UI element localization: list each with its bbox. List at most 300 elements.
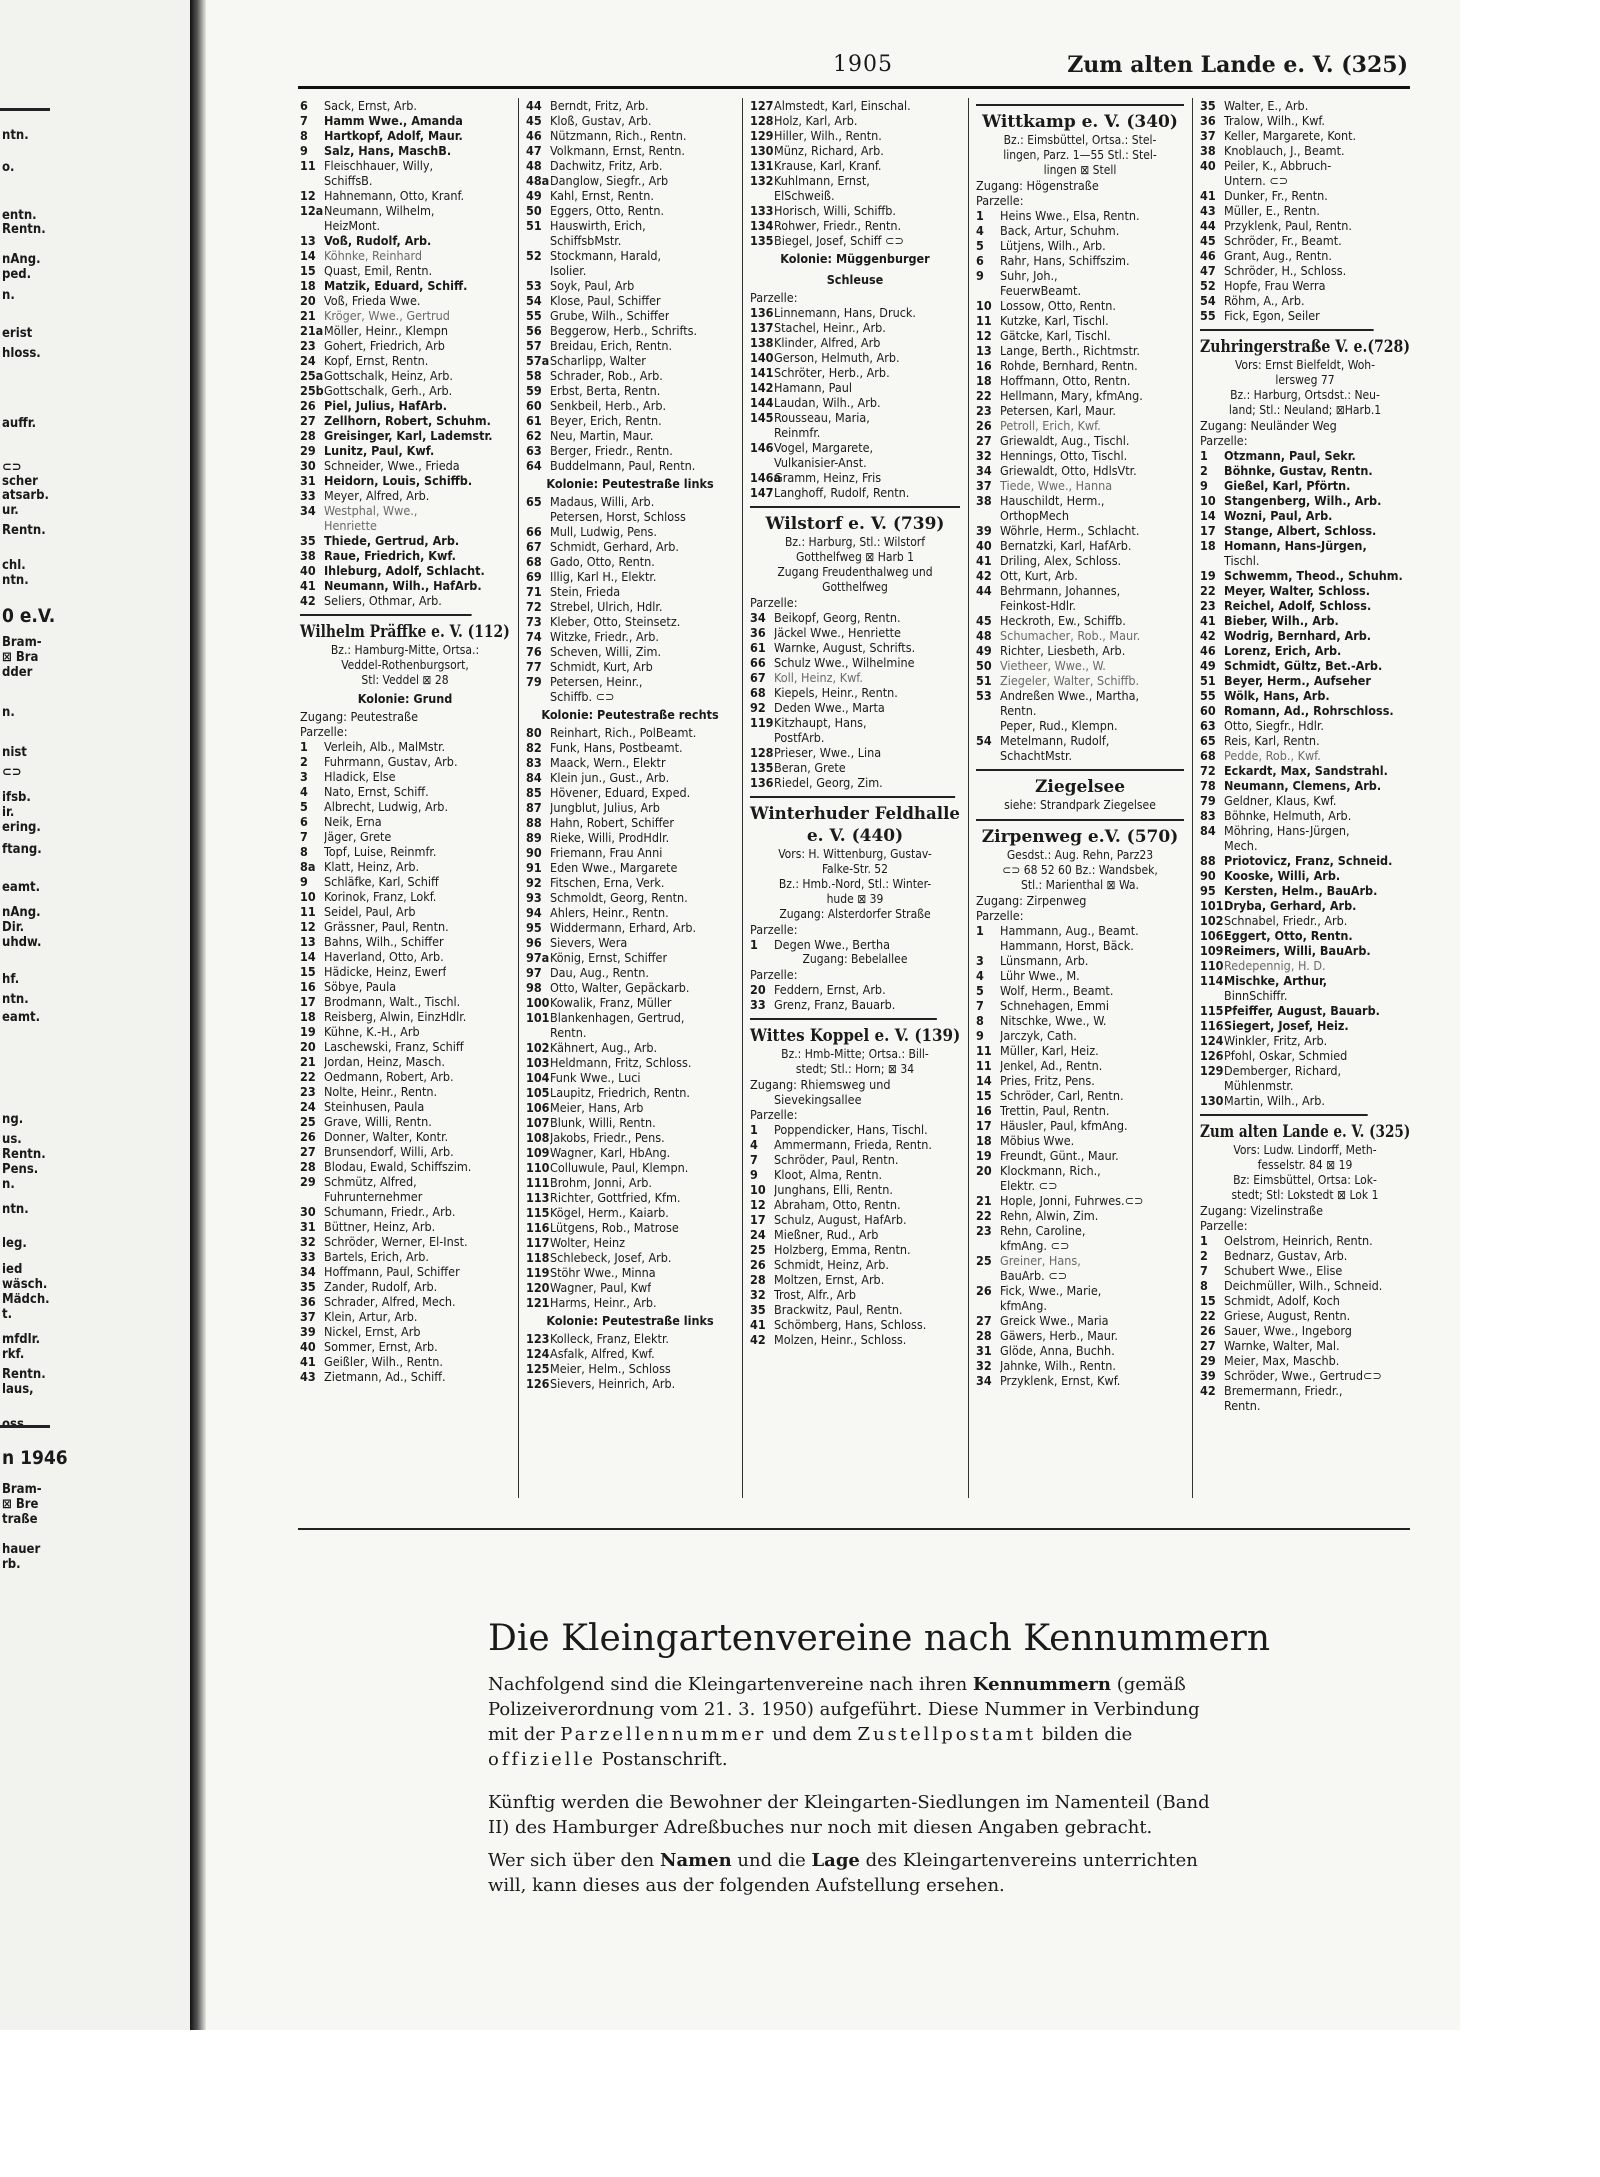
tenant-name: Berndt, Fritz, Arb. [550, 98, 649, 113]
parcel-number: 44 [976, 583, 992, 598]
parcel-number: 1 [300, 739, 308, 754]
tenant-name: Bernatzki, Karl, HafArb. [1000, 538, 1132, 553]
parcel-number: 53 [526, 278, 542, 293]
entry-continuation: OrthopMech [1000, 508, 1069, 523]
parcel-number: 5 [976, 238, 984, 253]
directory-entry [300, 338, 510, 353]
directory-entry [1200, 523, 1410, 538]
parcel-number: 8a [300, 859, 316, 874]
tenant-name: Rousseau, Maria, [774, 410, 870, 425]
detail-line: land; Stl.: Neuland; ⊠Harb.1 [1228, 403, 1382, 417]
parcel-number: 15 [300, 263, 316, 278]
parcel-number: 48 [976, 628, 992, 643]
parcel-number: 9 [976, 1028, 984, 1043]
association-details [750, 535, 960, 565]
entry-continuation: SchachtMstr. [1000, 748, 1073, 763]
parcel-number: 21 [300, 308, 316, 323]
parcel-number: 116 [526, 1220, 550, 1235]
left-page-fragment: ntn. [2, 573, 29, 588]
tenant-name: Schnehagen, Emmi [1000, 998, 1109, 1013]
parcel-number: 5 [976, 983, 984, 998]
directory-entry [750, 158, 960, 173]
tenant-name: Berger, Friedr., Rentn. [550, 443, 673, 458]
directory-entry [750, 1272, 960, 1287]
left-page-fragment: Dir. [2, 920, 25, 935]
tenant-name: Gottschalk, Heinz, Arb. [324, 368, 453, 383]
tenant-name: Schmidt, Heinz, Arb. [774, 1257, 889, 1272]
parcel-number: 27 [300, 413, 316, 428]
directory-entry [526, 1331, 734, 1346]
tenant-name: Jahnke, Wilh., Rentn. [1000, 1358, 1116, 1373]
parcel-number: 10 [976, 298, 992, 313]
parcel-number: 41 [976, 553, 992, 568]
parcel-number: 34 [300, 1264, 316, 1279]
parcel-number: 5 [300, 799, 308, 814]
detail-line: Falke-Str. 52 [821, 862, 889, 876]
directory-entry [300, 1129, 510, 1144]
tenant-name: Neumann, Wilh., HafArb. [324, 578, 482, 593]
directory-entry [976, 1193, 1184, 1208]
directory-entry [526, 278, 734, 293]
info-paragraph-1 [488, 1672, 1224, 1772]
left-page-fragment: eamt. [2, 1010, 41, 1025]
entry-continuation: Isolier. [550, 263, 587, 278]
directory-entry [750, 113, 960, 128]
directory-entry [526, 1190, 734, 1205]
directory-entry [526, 308, 734, 323]
tenant-name: Strebel, Ulrich, Hdlr. [550, 599, 663, 614]
directory-entry [976, 1073, 1184, 1088]
tenant-name: Molzen, Heinr., Schloss. [774, 1332, 907, 1347]
directory-entry [976, 1223, 1184, 1238]
directory-entry [526, 644, 734, 659]
tenant-name: Geldner, Klaus, Kwf. [1224, 793, 1337, 808]
directory-entry [300, 383, 510, 398]
parcel-number: 7 [750, 1152, 758, 1167]
left-page-fragment: ur. [2, 503, 19, 518]
directory-entry [526, 188, 734, 203]
tenant-name: Lütgens, Rob., Matrose [550, 1220, 679, 1235]
parcel-number: 49 [976, 643, 992, 658]
tenant-name: Schneider, Wwe., Frieda [324, 458, 460, 473]
parcel-number: 19 [1200, 568, 1216, 583]
tenant-name: Greisinger, Karl, Lademstr. [324, 428, 493, 443]
tenant-name: Heidorn, Louis, Schiffb. [324, 473, 473, 488]
directory-entry [1200, 98, 1410, 113]
tenant-name: Wöhrle, Herm., Schlacht. [1000, 523, 1140, 538]
directory-entry [300, 473, 510, 488]
directory-entry [750, 997, 960, 1012]
colony-label: Kolonie: Peutestraße links [546, 476, 714, 491]
directory-entry [1200, 263, 1410, 278]
directory-entry [750, 128, 960, 143]
tenant-name: Lütjens, Wilh., Arb. [1000, 238, 1106, 253]
directory-entry [300, 934, 510, 949]
parcel-number: 76 [526, 644, 542, 659]
directory-entry [526, 875, 734, 890]
tenant-name: Hädicke, Heinz, Ewerf [324, 964, 447, 979]
parcel-number: 50 [526, 203, 542, 218]
tenant-name: Warnke, August, Schrifts. [774, 640, 916, 655]
directory-entry [750, 1167, 960, 1182]
tenant-name: Kooske, Willi, Arb. [1224, 868, 1341, 883]
tenant-name: Seidel, Paul, Arb [324, 904, 416, 919]
tenant-name: Danglow, Siegfr., Arb [550, 173, 669, 188]
tenant-name: Kühne, K.-H., Arb [324, 1024, 420, 1039]
tenant-name: Zander, Rudolf, Arb. [324, 1279, 438, 1294]
tenant-name: Pfeiffer, August, Bauarb. [1224, 1003, 1380, 1018]
tenant-name: Kersten, Helm., BauArb. [1224, 883, 1378, 898]
tenant-name: Wolf, Herm., Beamt. [1000, 983, 1114, 998]
association-heading: Zuhringerstraße V. e.(728) [1200, 329, 1374, 358]
tenant-name: Hopfe, Frau Werra [1224, 278, 1326, 293]
association-details [750, 907, 960, 922]
directory-entry [300, 739, 510, 754]
directory-entry [1200, 308, 1410, 323]
tenant-name: Schulz, August, HafArb. [774, 1212, 907, 1227]
directory-entry [526, 965, 734, 980]
parcel-number: 95 [526, 920, 542, 935]
directory-entry [526, 248, 734, 263]
directory-entry [1200, 1353, 1410, 1368]
tenant-name: Münz, Richard, Arb. [774, 143, 884, 158]
association-details [750, 952, 960, 967]
parcel-number: 40 [1200, 158, 1216, 173]
directory-entry [300, 353, 510, 368]
directory-entry [750, 395, 960, 410]
parcel-number: 29 [1200, 1353, 1216, 1368]
directory-entry [300, 769, 510, 784]
parcel-number: 3 [976, 953, 984, 968]
info-text: und die [731, 1850, 812, 1871]
directory-entry [300, 1309, 510, 1324]
directory-entry [976, 1058, 1184, 1073]
tenant-name: Schmidt, Gerhard, Arb. [550, 539, 679, 554]
tenant-name: Sievers, Wera [550, 935, 628, 950]
tenant-name: Horisch, Willi, Schiffb. [774, 203, 896, 218]
parcel-number: 48a [526, 173, 550, 188]
tenant-name: Stockmann, Harald, [550, 248, 662, 263]
entry-continuation: kfmAng. [1000, 1298, 1047, 1313]
parcel-number: 46 [1200, 643, 1216, 658]
tenant-name: Zellhorn, Robert, Schuhm. [324, 413, 491, 428]
tenant-name: Feddern, Ernst, Arb. [774, 982, 886, 997]
parcel-number: 20 [300, 1039, 316, 1054]
tenant-name: Greiner, Hans, [1000, 1253, 1081, 1268]
directory-entry [300, 829, 510, 844]
tenant-name: Kitzhaupt, Hans, [774, 715, 867, 730]
directory-entry [750, 1197, 960, 1212]
tenant-name: Thiede, Gertrud, Arb. [324, 533, 460, 548]
directory-entry [526, 158, 734, 173]
association-details [976, 133, 1184, 178]
left-page-fragment: ftang. [2, 842, 42, 857]
parcel-number: 49 [1200, 658, 1216, 673]
tenant-name: Senkbeil, Herb., Arb. [550, 398, 667, 413]
directory-entry [300, 979, 510, 994]
parcel-number: 88 [526, 815, 542, 830]
directory-entry [976, 688, 1184, 703]
parcel-number: 113 [526, 1190, 550, 1205]
directory-entry [1200, 1063, 1410, 1078]
parcel-number: 29 [300, 443, 316, 458]
parcel-number: 8 [1200, 1278, 1208, 1293]
tenant-name: Andreßen Wwe., Martha, [1000, 688, 1140, 703]
tenant-name: Abraham, Otto, Rentn. [774, 1197, 901, 1212]
tenant-name: Salz, Hans, MaschB. [324, 143, 452, 158]
detail-line: Bz.: Hamburg-Mitte, Ortsa.: [330, 643, 480, 657]
parcel-number: 7 [300, 829, 308, 844]
parcel-number: 106 [1200, 928, 1224, 943]
tenant-name: Kutzke, Karl, Tischl. [1000, 313, 1109, 328]
directory-entry [1200, 233, 1410, 248]
colony-label: Kolonie: Grund [357, 691, 453, 706]
directory-entry [300, 188, 510, 203]
tenant-name: Böhnke, Helmuth, Arb. [1224, 808, 1352, 823]
parcel-number: 21 [300, 1054, 316, 1069]
directory-entry [976, 343, 1184, 358]
tenant-name: Martin, Wilh., Arb. [1224, 1093, 1325, 1108]
parcel-number: 52 [1200, 278, 1216, 293]
tenant-name: Klatt, Heinz, Arb. [324, 859, 420, 874]
tenant-name: Kolleck, Franz, Elektr. [550, 1331, 669, 1346]
parcel-number: 27 [300, 1144, 316, 1159]
directory-entry [526, 113, 734, 128]
parcel-number: 33 [300, 488, 316, 503]
parcel-number: 24 [300, 353, 316, 368]
parcel-number: 16 [976, 358, 992, 373]
directory-entry [750, 1122, 960, 1137]
directory-entry [526, 143, 734, 158]
association-details [750, 1047, 960, 1077]
detail-line: Stl.: Marienthal ⊠ Wa. [1021, 878, 1139, 892]
tenant-name: Przyklenk, Paul, Rentn. [1224, 218, 1352, 233]
detail-line: Zugang: Bebelallee [802, 952, 908, 966]
directory-entry [300, 1219, 510, 1234]
tenant-name: Hauswirth, Erich, [550, 218, 646, 233]
parcel-number: 116 [1200, 1018, 1224, 1033]
directory-entry [1200, 1248, 1410, 1263]
detail-line: Bz.: Hmb.-Nord, Stl.: Winter- [778, 877, 932, 891]
parcel-number: 137 [750, 320, 774, 335]
tenant-name: Scheven, Willi, Zim. [550, 644, 662, 659]
directory-entry [526, 1280, 734, 1295]
parcel-number: 98 [526, 980, 542, 995]
directory-entry [526, 494, 734, 509]
directory-entry [750, 320, 960, 335]
parcel-number: 77 [526, 659, 542, 674]
tenant-name: Brunsendorf, Willi, Arb. [324, 1144, 454, 1159]
parcel-number: 31 [300, 473, 316, 488]
parcel-number: 34 [750, 610, 766, 625]
header-rule [298, 86, 1410, 89]
field-label: Parzelle: [300, 724, 348, 739]
parcel-number: 35 [300, 1279, 316, 1294]
directory-entry [1200, 463, 1410, 478]
tenant-name: Wozni, Paul, Arb. [1224, 508, 1333, 523]
tenant-name: Hamann, Paul [774, 380, 852, 395]
field-label: Zugang: Peutestraße [300, 709, 418, 724]
tenant-name: Linnemann, Hans, Druck. [774, 305, 916, 320]
directory-entry [300, 278, 510, 293]
detail-line: fesselstr. 84 ⊠ 19 [1257, 1158, 1353, 1172]
parcel-number: 17 [1200, 523, 1216, 538]
tenant-name: Metelmann, Rudolf, [1000, 733, 1110, 748]
parcel-number: 71 [526, 584, 542, 599]
left-page-fragment: Bram- [2, 635, 42, 650]
entry-continuation: Rentn. [1000, 703, 1037, 718]
directory-entry [300, 368, 510, 383]
directory-entry [300, 874, 510, 889]
association-details [750, 847, 960, 877]
directory-entry [976, 538, 1184, 553]
parcel-number: 42 [750, 1332, 766, 1347]
directory-entry [300, 578, 510, 593]
parcel-number: 129 [1200, 1063, 1224, 1078]
directory-entry [750, 470, 960, 485]
left-page-fragment: hloss. [2, 346, 41, 361]
directory-entry [750, 485, 960, 500]
directory-entry [526, 659, 734, 674]
parcel-number: 41 [1200, 613, 1216, 628]
directory-entry [1200, 868, 1410, 883]
parcel-number: 62 [526, 428, 542, 443]
tenant-name: Greick Wwe., Maria [1000, 1313, 1109, 1328]
parcel-number: 147 [750, 485, 774, 500]
tenant-name: Dunker, Fr., Rentn. [1224, 188, 1328, 203]
info-text: bilden die [1036, 1724, 1133, 1745]
directory-entry [750, 715, 960, 730]
parcel-number: 85 [526, 785, 542, 800]
left-page-fragment: nAng. [2, 252, 41, 267]
directory-entry [1200, 1093, 1410, 1108]
parcel-number: 67 [526, 539, 542, 554]
tenant-name: Scharlipp, Walter [550, 353, 646, 368]
directory-entry [1200, 763, 1410, 778]
detail-line: ⊂⊃ 68 52 60 Bz.: Wandsbek, [1002, 863, 1158, 877]
directory-entry [976, 1373, 1184, 1388]
directory-entry [750, 685, 960, 700]
directory-entry [1200, 658, 1410, 673]
tenant-name: Neumann, Clemens, Arb. [1224, 778, 1382, 793]
directory-entry [1200, 1018, 1410, 1033]
entry-continuation: FeuerwBeamt. [1000, 283, 1082, 298]
tenant-name: Witzke, Friedr., Arb. [550, 629, 659, 644]
parcel-number: 78 [1200, 778, 1216, 793]
tenant-name: Wagner, Karl, HbAng. [550, 1145, 671, 1160]
association-details [750, 877, 960, 907]
tenant-name: Erbst, Berta, Rentn. [550, 383, 661, 398]
directory-entry [976, 268, 1184, 283]
parcel-number: 104 [526, 1070, 550, 1085]
parcel-number: 9 [300, 143, 308, 158]
parcel-number: 68 [750, 685, 766, 700]
parcel-number: 10 [1200, 493, 1216, 508]
tenant-name: Trost, Alfr., Arb [774, 1287, 857, 1302]
tenant-name: Keller, Margarete, Kont. [1224, 128, 1357, 143]
parcel-number: 20 [750, 982, 766, 997]
field-label: Parzelle: [750, 290, 798, 305]
info-paragraph-2: Künftig werden die Bewohner der Kleingarten-Siedlungen im Namenteil (Band II) des Hamburger Adreßbuches nur noch mit diesen Angaben gebracht. [488, 1792, 1210, 1838]
directory-entry [526, 830, 734, 845]
directory-entry [526, 845, 734, 860]
directory-entry [976, 358, 1184, 373]
left-page-fragment: ir. [2, 805, 15, 820]
directory-entry [1200, 823, 1410, 838]
tenant-name: Meier, Max, Maschb. [1224, 1353, 1340, 1368]
directory-entry [976, 418, 1184, 433]
left-page-fragment: ering. [2, 820, 41, 835]
tenant-name: Otto, Walter, Gepäckarb. [550, 980, 690, 995]
tenant-name: Griewaldt, Aug., Tischl. [1000, 433, 1130, 448]
left-page-fragment: ped. [2, 267, 32, 282]
tenant-name: Jordan, Heinz, Masch. [324, 1054, 445, 1069]
directory-entry [976, 478, 1184, 493]
directory-entry [976, 463, 1184, 478]
parcel-number: 20 [300, 293, 316, 308]
tenant-name: Beggerow, Herb., Schrifts. [550, 323, 698, 338]
directory-entry [526, 1160, 734, 1175]
tenant-name: Funk Wwe., Luci [550, 1070, 641, 1085]
directory-entry [750, 655, 960, 670]
directory-entry [300, 533, 510, 548]
tenant-name: Deichmüller, Wilh., Schneid. [1224, 1278, 1383, 1293]
tenant-name: Schubert Wwe., Elise [1224, 1263, 1343, 1278]
directory-entry [976, 328, 1184, 343]
left-page-fragment: leg. [2, 1236, 27, 1251]
parcel-number: 27 [976, 433, 992, 448]
tenant-name: Kahl, Ernst, Rentn. [550, 188, 654, 203]
tenant-name: Degen Wwe., Bertha [774, 937, 890, 952]
tenant-name: Nickel, Ernst, Arb [324, 1324, 421, 1339]
left-page-fragment: nist [2, 745, 27, 760]
directory-entry [1200, 973, 1410, 988]
parcel-number: 95 [1200, 883, 1216, 898]
directory-entry [1200, 158, 1410, 173]
tenant-name: Kleber, Otto, Steinsetz. [550, 614, 681, 629]
directory-entry [526, 1145, 734, 1160]
tenant-name: Mießner, Rud., Arb [774, 1227, 879, 1242]
left-page-fragment: rb. [2, 1557, 21, 1572]
parcel-number: 17 [976, 1118, 992, 1133]
directory-entry [300, 1294, 510, 1309]
tenant-name: Grant, Aug., Rentn. [1224, 248, 1332, 263]
tenant-name: Oedmann, Robert, Arb. [324, 1069, 454, 1084]
tenant-name: Kloß, Gustav, Arb. [550, 113, 652, 128]
directory-entry [976, 1133, 1184, 1148]
field-label: Parzelle: [750, 922, 798, 937]
parcel-number: 9 [750, 1167, 758, 1182]
parcel-number: 107 [526, 1115, 550, 1130]
tenant-name: Schmidt, Gültz, Bet.-Arb. [1224, 658, 1383, 673]
colony-label: Kolonie: Müggenburger [780, 251, 930, 266]
field-label: Parzelle: [750, 595, 798, 610]
left-page-fragment: erist [2, 326, 33, 341]
entry-continuation: Vulkanisier-Anst. [774, 455, 867, 470]
tenant-name: Jarczyk, Cath. [1000, 1028, 1077, 1043]
parcel-number: 56 [526, 323, 542, 338]
association-details [1200, 1143, 1410, 1173]
directory-entry [976, 1118, 1184, 1133]
parcel-number: 118 [526, 1250, 550, 1265]
entry-continuation: Hammann, Horst, Bäck. [1000, 938, 1134, 953]
parcel-number: 124 [526, 1346, 550, 1361]
info-text: Wer sich über den [488, 1850, 660, 1871]
directory-entry [526, 995, 734, 1010]
directory-entry [526, 815, 734, 830]
tenant-name: Peiler, K., Abbruch- [1224, 158, 1332, 173]
parcel-number: 38 [1200, 143, 1216, 158]
